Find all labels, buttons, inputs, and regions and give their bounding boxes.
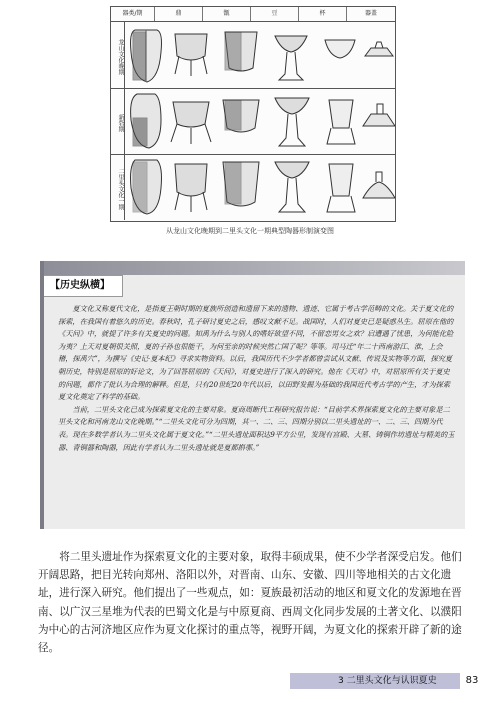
sidebar-title-text: 历史纵横 [60, 280, 100, 291]
figure-caption: 从龙山文化晚期到二里头文化一期典型陶器形制演变图 [166, 227, 334, 235]
figure-row-label: 新砦期 [111, 88, 125, 154]
pottery-ding-drawing [175, 164, 207, 196]
figure-row-label: 龙山文化晚期 [111, 22, 125, 88]
pottery-drawings-row [125, 88, 395, 154]
figure-header-cell: 甑 [203, 7, 251, 21]
main-body-text [38, 548, 466, 657]
figure-header-row [111, 7, 395, 22]
sidebar-paragraph: 夏文化又称夏代文化，是指夏王朝时期的夏族所创造和遗留下来的遗物、遗迹、它属于考古学范畴的文化。关于夏文化的探索，在我国有着悠久的历史。春秋时，孔子研讨夏史之后，感叹文献不足。战国时，人们对夏史已是疑惑丛生。屈原在他的《天问》中，就提了许多有关夏史的问题。知禹为什么与别人的嗜好欲望不同，不留恋男女之欢？启遭遇了忧患，为何能化险为夷？上天对夏朝很关照，夏的子孙也很能干，为何至亲的时候突然亡国了呢？等等。司马迁“年二十西南游江、淮，上会稽，探禹穴”，为撰写《史记·夏本纪》寻求实物资料。以后，我国历代不少学者都曾尝试从文献、传说及实物等方面，探究夏朝历史，特别是屈原的好论文，为了回答屈原的《天问》，对夏史进行了深入的研究。他在《天对》中，对屈原所有关于夏史的问题，都作了批认为合理的解释。但是，只有20世纪20年代以后，以田野发掘为基础的我国近代考古学的产生，才为探索夏文化奠定了科学的基础。 [58, 304, 454, 402]
pottery-ding-drawing [173, 102, 209, 127]
sidebar-text [58, 303, 456, 454]
figure-header-cell: 器盖 [364, 10, 377, 17]
history-sidebar-box [40, 261, 465, 529]
pottery-lid-drawing [363, 114, 395, 126]
figure-header-cell: 鼎 [155, 7, 203, 21]
pottery-ding-drawing [175, 34, 207, 60]
figure-row [111, 88, 395, 155]
pottery-dou-drawing [275, 162, 309, 178]
sidebar-title [44, 275, 123, 297]
pottery-evolution-figure [110, 6, 396, 222]
pottery-drawings-row [125, 154, 395, 220]
figure-row [111, 154, 395, 220]
pottery-lid-drawing [363, 182, 395, 198]
sidebar-paragraph: 当前，二里头文化已成为探索夏文化的主要对象。夏商周断代工程研究报告说：“目前学术界探索夏文化的主要对象是二里头文化和河南龙山文化晚期。”“二里头文化可分为四期，其一、二、三、四期分别以二里头遗址的一、二、三、四期为代表。现在多数学者认为二里头文化属于夏文化。”“二里头遗址面积达9平方公里，发现有宫殿、大墓、铸铜作坊遗址与精美的玉器、青铜器和陶器，因此有学者认为二里头遗址就是夏都斟鄩。” [58, 404, 455, 452]
pottery-dou-drawing [275, 36, 307, 52]
pottery-cup-drawing [329, 100, 353, 128]
pottery-cup-drawing [329, 164, 353, 196]
pottery-cup-drawing [325, 40, 355, 58]
figure-row [111, 22, 395, 89]
figure-row-label: 二里头文化一期 [111, 154, 125, 220]
sidebar-title-bracket-close: 】 [100, 280, 110, 291]
pottery-drawings-row [125, 22, 395, 88]
figure-header-cell: 杯 [299, 7, 347, 21]
page-number: 83 [465, 675, 479, 686]
pottery-dou-drawing [275, 98, 309, 114]
sidebar-header-band [44, 261, 465, 275]
figure-header-cell: 器类/期 [111, 7, 155, 21]
pottery-lid-drawing [365, 48, 393, 56]
sidebar-title-bracket-open: 【 [50, 280, 60, 291]
footer-section-label: 3 二里头文化与认识夏史 [338, 676, 437, 686]
figure-header-cell: 豆 [251, 7, 299, 21]
body-paragraph: 将二里头遗址作为探索夏文化的主要对象，取得丰硕成果，使不少学者深受启发。他们开阔思路，把目光转向郑州、洛阳以外，对晋南、山东、安徽、四川等地相关的古文化遗址，进行深入研究。他们提出了一些观点，如：夏族最初活动的地区和夏文化的发源地在晋南、以广汉三星堆为代表的巴蜀文化是与中原夏商、西周文化同步发展的土著文化、以濮阳为中心的古河济地区应作为夏文化探讨的重点等，视野开阔，为夏文化的探索开辟了新的途径。 [38, 551, 462, 655]
